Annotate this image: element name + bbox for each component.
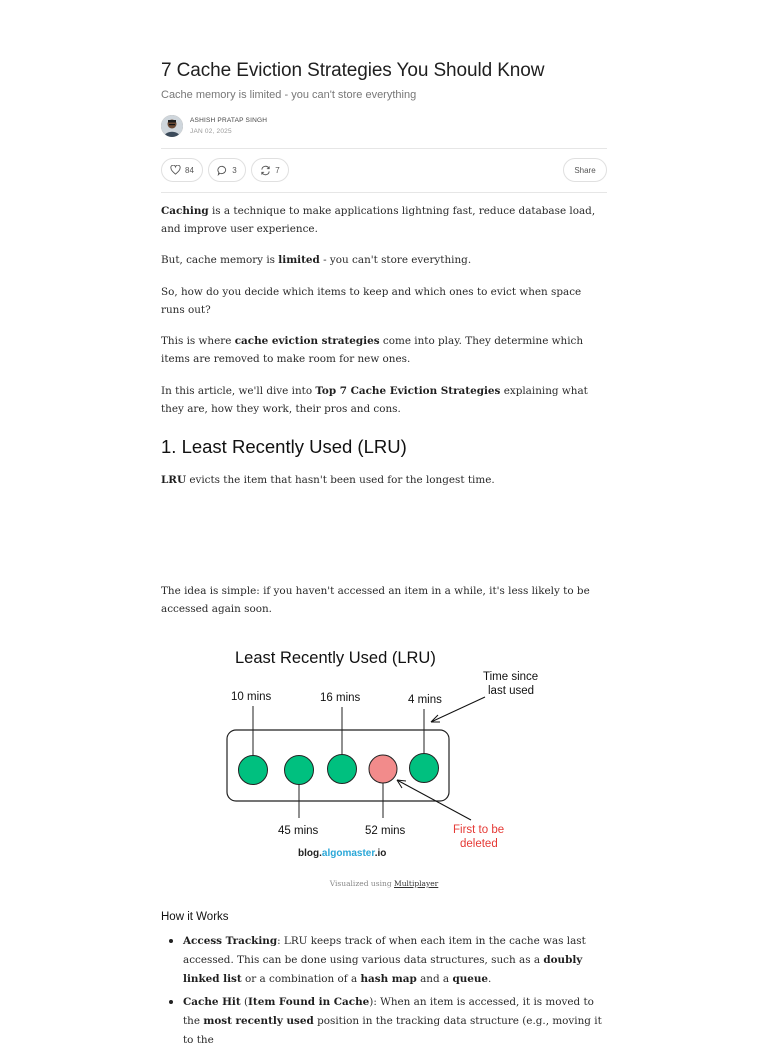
label-16-mins: 16 mins <box>320 692 361 704</box>
annotation-time-line1: Time since <box>483 671 539 683</box>
annotation-delete-line2: deleted <box>460 838 498 850</box>
restack-icon <box>260 165 271 176</box>
author-avatar[interactable] <box>161 115 183 137</box>
article-subtitle: Cache memory is limited - you can't store everything <box>161 89 417 101</box>
diagram-title: Least Recently Used (LRU) <box>235 649 436 667</box>
cache-item-2 <box>285 756 314 785</box>
publish-date: JAN 02, 2025 <box>190 128 232 135</box>
section-heading-lru: 1. Least Recently Used (LRU) <box>161 436 407 457</box>
intro-paragraph-4: This is where cache eviction strategies come into play. They determine which items are removed to make room for new ones. <box>161 335 584 365</box>
label-52-mins: 52 mins <box>365 825 406 837</box>
author-name[interactable]: ASHISH PRATAP SINGH <box>190 117 268 124</box>
label-45-mins: 45 mins <box>278 825 319 837</box>
annotation-time-line2: last used <box>488 685 535 697</box>
cache-item-1 <box>239 756 268 785</box>
intro-paragraph-5: In this article, we'll dive into Top 7 Cache Eviction Strategies explaining what they are, how they work, their pros and cons. <box>161 385 588 415</box>
intro-paragraph-1: Caching is a technique to make applications lightning fast, reduce database load, and improve user experience. <box>161 205 596 235</box>
cache-item-3 <box>328 755 357 784</box>
brand-watermark: blog.algomaster.io <box>298 848 387 859</box>
label-10-mins: 10 mins <box>231 691 272 703</box>
cache-item-4-lru <box>369 755 397 783</box>
list-item-cache-hit: Cache Hit (Item Found in Cache): When an item is accessed, it is moved to the most recently used position in the tracking data structure (e.g., moving it to the <box>161 993 607 1050</box>
divider-bottom <box>161 192 607 193</box>
multiplayer-link[interactable]: Multiplayer <box>394 879 439 888</box>
label-4-mins: 4 mins <box>408 694 442 706</box>
share-button[interactable] <box>563 158 607 182</box>
divider-top <box>161 148 607 149</box>
how-it-works-list <box>161 932 607 1054</box>
cache-item-5 <box>410 754 439 783</box>
share-label: Share <box>574 165 596 175</box>
intro-paragraph-3: So, how do you decide which items to keep and which ones to evict when space runs out? <box>161 286 582 316</box>
lru-idea-paragraph: The idea is simple: if you haven't accessed an item in a while, it's less likely to be accessed again soon. <box>161 585 590 615</box>
lru-diagram <box>221 640 541 870</box>
like-button[interactable] <box>161 158 203 182</box>
article-title: 7 Cache Eviction Strategies You Should Know <box>161 60 545 81</box>
like-count: 84 <box>185 165 194 175</box>
arrow-delete <box>397 780 471 820</box>
annotation-delete-line1: First to be <box>453 824 505 836</box>
heart-icon <box>170 165 181 175</box>
restack-button[interactable] <box>251 158 289 182</box>
restack-count: 7 <box>275 165 280 175</box>
diagram-caption: Visualized using Multiplayer <box>329 879 439 888</box>
lru-definition: LRU evicts the item that hasn't been used for the longest time. <box>161 474 495 486</box>
comment-button[interactable] <box>208 158 246 182</box>
intro-paragraph-2: But, cache memory is limited - you can't store everything. <box>161 254 472 266</box>
list-item-access-tracking: Access Tracking: LRU keeps track of when each item in the cache was last accessed. This can be done using various data structures, such as a doubly linked list or a combination of a hash map and a queue. <box>161 932 607 989</box>
comment-icon <box>217 165 228 176</box>
comment-count: 3 <box>232 165 237 175</box>
how-it-works-heading: How it Works <box>161 911 229 923</box>
